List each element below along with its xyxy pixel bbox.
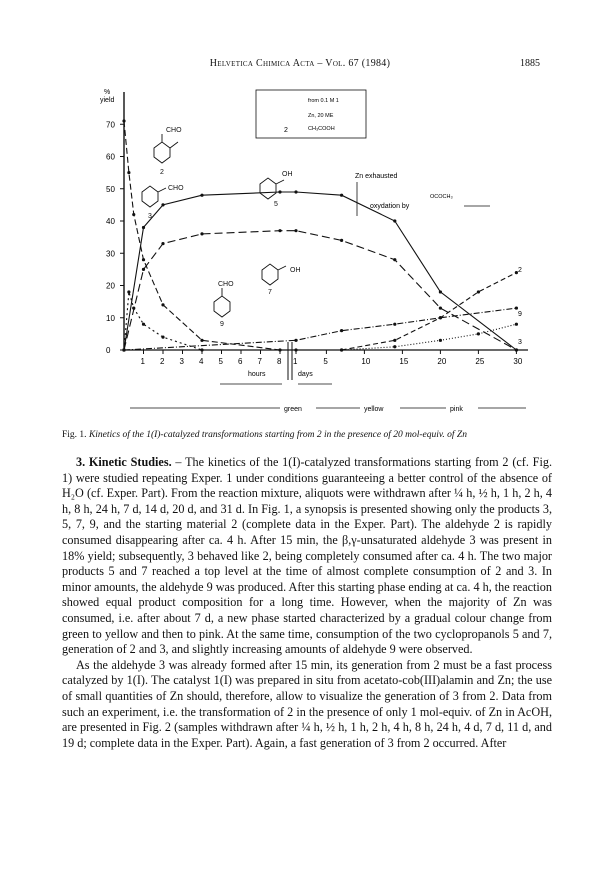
series-line-9 bbox=[124, 308, 516, 350]
x-tick-label: 15 bbox=[399, 357, 409, 366]
x-tick-label: 30 bbox=[513, 357, 523, 366]
figure-1 bbox=[70, 80, 550, 420]
data-point-5 bbox=[340, 194, 343, 197]
data-point-3 bbox=[142, 323, 145, 326]
scheme-line-3: CH₃COOH bbox=[308, 126, 335, 132]
x-tick-label: 1 bbox=[140, 357, 145, 366]
data-point-2 bbox=[393, 339, 396, 342]
data-point-2 bbox=[161, 303, 164, 306]
compound-3-group: CHO bbox=[168, 185, 184, 192]
x-tick-label: 1 bbox=[293, 357, 298, 366]
data-point-3 bbox=[161, 336, 164, 339]
x-tick-label: 25 bbox=[475, 357, 485, 366]
x-tick-label: 7 bbox=[257, 357, 262, 366]
days-label: days bbox=[298, 371, 313, 378]
data-point-7 bbox=[200, 232, 203, 235]
y-tick-label: 10 bbox=[106, 313, 115, 323]
section-title: 3. Kinetic Studies. bbox=[76, 455, 172, 469]
end-label-2: 2 bbox=[518, 267, 522, 274]
paragraph-2: As the aldehyde 3 was already formed after 15 min, its generation from 2 must be a fast process catalyzed by 1(I). The catalyst 1(I) was prepared in situ from acetato-cob(III)alamin and Zn; the use of small quantities of Zn should, therefore, allow to visualize the generation of 3 from 2. Data from such an experiment, i.e. the transformation of 2 in the presence of only 1 mol-equiv. of Zn in AcOH, are presented in Fig. 2 (samples withdrawn after ¼ h, ½ h, 1 h, 2 h, 4 h, 8 h, 24 h, 4 d, 7 d, 11 d, and 19 d; complete data in the Exper. Part). Again, a fast generation of 3 from 2 occurred. After bbox=[62, 657, 552, 750]
data-point-3 bbox=[477, 332, 480, 335]
x-tick-group bbox=[141, 350, 523, 366]
compound-9-group: CHO bbox=[218, 281, 234, 288]
data-point-5 bbox=[278, 190, 281, 193]
x-tick-label: 2 bbox=[160, 357, 165, 366]
data-point-5 bbox=[439, 290, 442, 293]
y-tick-label: 60 bbox=[106, 152, 115, 162]
oxydation-label: oxydation by bbox=[370, 203, 410, 210]
data-point-7 bbox=[340, 239, 343, 242]
scheme-compound-label: 2 bbox=[284, 127, 288, 134]
y-axis-label: yield bbox=[100, 97, 115, 104]
end-label-9: 9 bbox=[518, 311, 522, 318]
data-point-3 bbox=[340, 348, 343, 351]
data-point-9 bbox=[340, 329, 343, 332]
data-point-2 bbox=[477, 290, 480, 293]
scheme-line-2: Zn, 20 ME bbox=[308, 113, 334, 119]
data-point-9 bbox=[294, 339, 297, 342]
data-point-5 bbox=[294, 190, 297, 193]
kinetics-chart bbox=[70, 80, 550, 420]
series-line-5 bbox=[124, 192, 516, 350]
x-tick-label: 8 bbox=[277, 357, 282, 366]
compound-2-group: CHO bbox=[166, 127, 182, 134]
data-point-7 bbox=[393, 258, 396, 261]
data-point-7 bbox=[439, 306, 442, 309]
data-point-2 bbox=[122, 119, 125, 122]
compound-5-label: 5 bbox=[274, 201, 278, 208]
hours-label: hours bbox=[248, 371, 266, 378]
data-point-5 bbox=[200, 194, 203, 197]
y-tick-label: 30 bbox=[106, 249, 115, 259]
data-point-2 bbox=[127, 171, 130, 174]
x-tick-label: 10 bbox=[361, 357, 371, 366]
data-point-2 bbox=[142, 258, 145, 261]
y-tick-label: 70 bbox=[106, 120, 115, 130]
compound-3-structure bbox=[142, 185, 184, 220]
colour-pink: pink bbox=[450, 406, 463, 413]
data-point-9 bbox=[393, 323, 396, 326]
paragraph-1-text: – The kinetics of the 1(I)-catalyzed transformations starting from 2 (cf. Fig. 1) were studied repeating Exper. 1 under conditions guaranteeing a better control of the absence of H₂O (cf. Exper. Part). From the reaction mixture, aliquots were withdrawn after ¼ h, ½ h, 1 h, 2 h, 4 h, 8 h, 24 h, 7 d, 14 d, 20 d, and 31 d. In Fig. 1, a synopsis is presented showing only the products 3, 5, 7, 9, and the starting material 2 (complete data in the Exper. Part). The aldehyde 2 is rapidly consumed disappearing after ca. 4 h. After 15 min, the β,γ-unsaturated aldehyde 3 was present in 18% yield; subsequently, 3 behaved like 2, being completely consumed after ca. 4 h. The two major products 5 and 7 reached a top level at the time of almost complete consumption of 2 and 3. In minor amounts, the aldehyde 9 was produced. After this starting phase ending at ca. 4 h, the reaction showed equal product composition for a long time. However, when the majority of Zn was consumed, i.e. after about 7 d, a new phase started characterized by a gradual colour change from green to yellow and then to pink. At the same time, consumption of the two cyclopropanols 5 and 7, generation of 2 and 3, and slightly increasing amounts of aldehyde 9 were observed. bbox=[62, 455, 552, 657]
data-point-7 bbox=[161, 242, 164, 245]
acetate-label: OCOCH₃ bbox=[430, 194, 453, 200]
data-point-7 bbox=[294, 229, 297, 232]
compound-7-group: OH bbox=[290, 267, 301, 274]
page-number: 1885 bbox=[520, 58, 540, 69]
compound-9-label: 9 bbox=[220, 321, 224, 328]
data-point-5 bbox=[393, 219, 396, 222]
compound-2-structure bbox=[154, 127, 182, 176]
journal-title: Helvetica Chimica Acta – Vol. 67 (1984) bbox=[209, 58, 391, 69]
series-line-2 bbox=[124, 121, 296, 350]
body-text bbox=[62, 455, 552, 751]
data-point-2 bbox=[278, 348, 281, 351]
y-tick-label: 50 bbox=[106, 184, 115, 194]
compound-5-group: OH bbox=[282, 171, 293, 178]
caption-label: Fig. 1. bbox=[62, 430, 87, 440]
data-point-3 bbox=[439, 339, 442, 342]
data-point-2 bbox=[200, 339, 203, 342]
x-tick-label: 20 bbox=[437, 357, 447, 366]
colour-green: green bbox=[284, 406, 302, 413]
x-tick-label: 5 bbox=[323, 357, 328, 366]
y-tick-label: 20 bbox=[106, 281, 115, 291]
series-line-3 bbox=[342, 324, 517, 350]
data-point-2 bbox=[439, 316, 442, 319]
scheme-line-1: from 0.1 M 1 bbox=[308, 98, 339, 104]
x-tick-label: 4 bbox=[199, 357, 204, 366]
data-point-3 bbox=[200, 348, 203, 351]
x-tick-label: 6 bbox=[238, 357, 243, 366]
data-point-3 bbox=[393, 345, 396, 348]
y-tick-label: 40 bbox=[106, 217, 115, 226]
compound-7-label: 7 bbox=[268, 289, 272, 296]
compound-3-label: 3 bbox=[148, 213, 152, 220]
data-point-9 bbox=[515, 306, 518, 309]
end-label-3: 3 bbox=[518, 339, 522, 346]
series-group bbox=[122, 119, 518, 351]
data-point-7 bbox=[278, 229, 281, 232]
data-point-3 bbox=[515, 323, 518, 326]
compound-2-label: 2 bbox=[160, 169, 164, 176]
x-tick-label: 3 bbox=[179, 357, 184, 366]
data-point-7 bbox=[142, 268, 145, 271]
caption-text: Kinetics of the 1(I)-catalyzed transformations starting from 2 in the presence of 20 mol-equiv. of Zn bbox=[88, 430, 467, 440]
y-tick-label: 0 bbox=[106, 346, 111, 355]
colour-yellow: yellow bbox=[364, 406, 384, 413]
paragraph-1 bbox=[62, 455, 552, 658]
x-tick-label: 5 bbox=[218, 357, 223, 366]
zn-exhausted-label: Zn exhausted bbox=[355, 173, 398, 180]
data-point-9 bbox=[122, 348, 125, 351]
data-point-5 bbox=[142, 226, 145, 229]
data-point-7 bbox=[515, 348, 518, 351]
data-point-2 bbox=[132, 213, 135, 216]
figure-caption bbox=[62, 430, 552, 440]
data-point-5 bbox=[161, 203, 164, 206]
compound-7-structure bbox=[262, 264, 301, 296]
data-point-3 bbox=[127, 290, 130, 293]
y-tick-group bbox=[106, 120, 124, 355]
running-header bbox=[60, 58, 540, 72]
data-point-2 bbox=[294, 348, 297, 351]
series-line-7 bbox=[124, 231, 516, 350]
compound-5-structure bbox=[260, 171, 293, 208]
y-axis-label-unit: % bbox=[104, 89, 111, 96]
compound-9-structure bbox=[214, 281, 234, 328]
